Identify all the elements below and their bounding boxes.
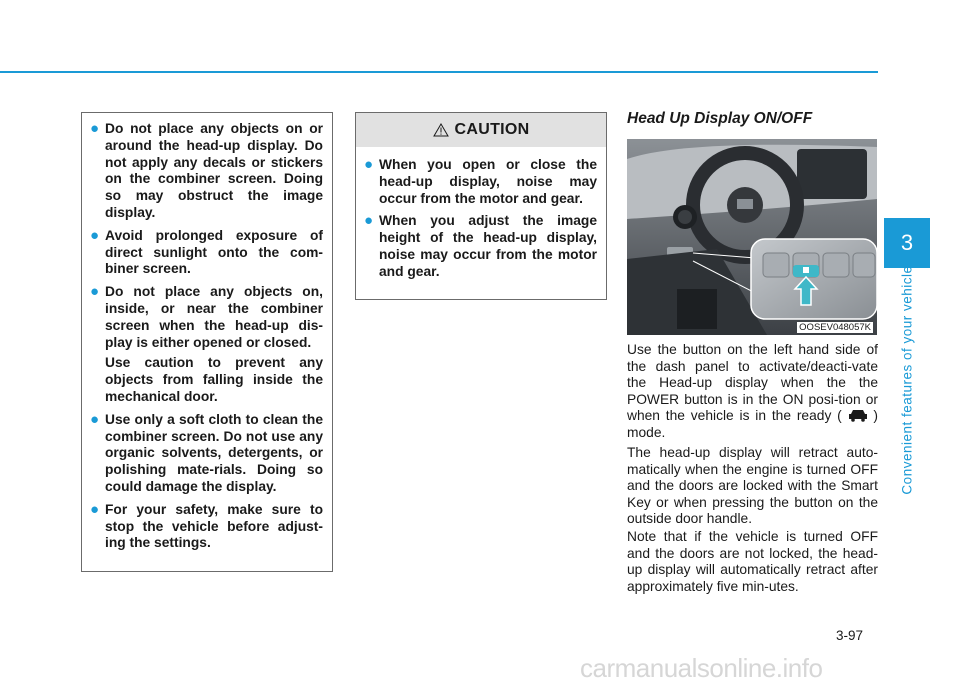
dashboard-illustration [627,139,877,335]
image-code: OOSEV048057K [799,322,871,333]
section-title: Head Up Display ON/OFF [627,110,813,127]
bullet-icon: ● [90,226,100,244]
chapter-label: Convenient features of your vehicle [899,265,915,495]
top-rule [0,71,878,73]
ready-car-icon [848,408,868,422]
caution-header [356,113,606,147]
bullet-icon: ● [364,156,374,173]
warning-list [90,121,323,552]
bullet-icon: ● [90,410,100,428]
chapter-tab: 3 [884,218,930,268]
caution-list [364,157,597,281]
list-item: ● When you adjust the image height of the head-up display, noise may occur from the motor and gear. [364,212,597,279]
warning-box [81,112,333,572]
watermark: carmanualsonline.info [580,653,823,683]
warning-triangle-icon [433,123,449,137]
dashboard-photo [627,139,877,335]
bullet-icon: ● [90,120,100,137]
caution-box [355,112,607,300]
bullet-icon: ● [90,283,100,301]
bullet-icon: ● [364,212,374,230]
paragraph-2: The head-up display will retract auto-matically when the engine is turned OFF and the doors are locked with the Smart Key or when pressing the button on the outside door handle. [627,445,878,527]
list-item: ● Use only a soft cloth to clean the combiner screen. Do not use any organic solvents, detergents, or polishing mate-rials. Doing so could damage the display. [90,410,323,494]
list-item: ● When you open or close the head-up display, noise may occur from the motor and gear. [364,156,597,206]
bullet-icon: ● [90,500,100,518]
page-number: 3-97 [836,628,864,643]
paragraph-3: Note that if the vehicle is turned OFF and the doors are not locked, the head-up display will automatically retract after approximately five min-utes. [627,529,878,594]
list-item: ● Avoid prolonged exposure of direct sunlight onto the com-biner screen. [90,226,323,277]
list-item: ● Do not place any objects on, inside, or near the combiner screen when the head-up dis-play is either opened or closed. [90,283,323,350]
list-item: ● For your safety, make sure to stop the vehicle before adjust-ing the settings. [90,500,323,551]
list-item-continuation: Use caution to prevent any objects from falling inside the mechanical door. [105,355,323,404]
list-item: ● Do not place any objects on or around the head-up display. Do not apply any decals or stickers on the combiner screen. Doing so may obstruct the image display. [90,120,323,220]
caution-title: CAUTION [454,121,530,138]
paragraph-1: Use the button on the left hand side of the dash panel to activate/deacti-vate the Head-up display when the the POWER button is in the ON posi-tion or when the vehicle is in the ready ( ) mode. [627,342,878,440]
